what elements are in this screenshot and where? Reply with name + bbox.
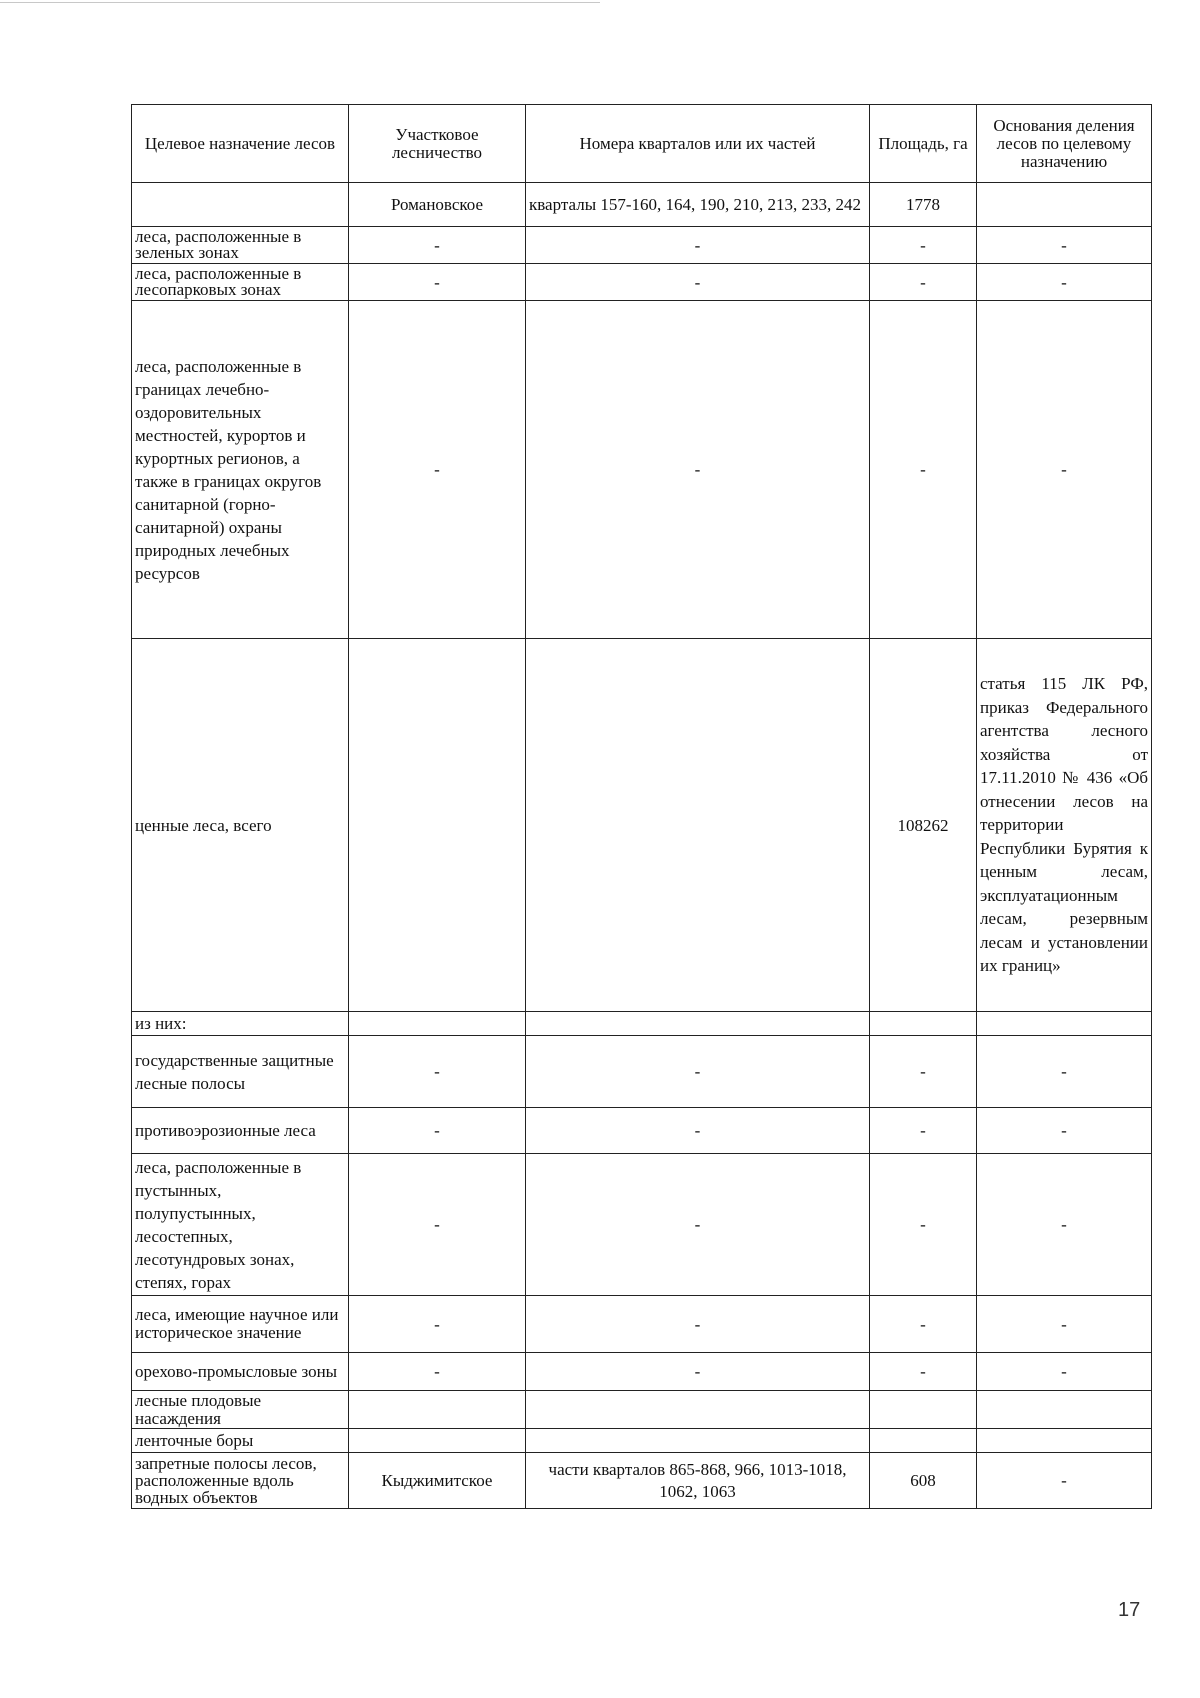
cell-purpose: леса, имеющие научное или историческое значение [132, 1296, 349, 1353]
cell-forestry: - [349, 1154, 526, 1296]
table-row [132, 264, 1152, 301]
cell-purpose: запретные полосы лесов, расположенные вдоль водных объектов [132, 1453, 349, 1509]
cell-basis [977, 1391, 1152, 1429]
cell-area: - [870, 227, 977, 264]
scan-edge-line [0, 2, 600, 3]
cell-quarters: - [526, 1154, 870, 1296]
cell-forestry: - [349, 301, 526, 639]
cell-forestry: Романовское [349, 183, 526, 227]
cell-purpose: лесные плодовые насаждения [132, 1391, 349, 1429]
cell-quarters [526, 1012, 870, 1036]
cell-quarters: - [526, 227, 870, 264]
cell-basis: - [977, 1154, 1152, 1296]
cell-area: 1778 [870, 183, 977, 227]
cell-forestry: - [349, 1108, 526, 1154]
cell-quarters: - [526, 264, 870, 301]
table-row [132, 1391, 1152, 1429]
forest-purpose-table [131, 104, 1152, 1509]
cell-basis: - [977, 227, 1152, 264]
cell-quarters: - [526, 301, 870, 639]
cell-forestry [349, 1429, 526, 1453]
cell-purpose: леса, расположенные в лесопарковых зонах [132, 264, 349, 301]
cell-basis [977, 1012, 1152, 1036]
cell-quarters: части кварталов 865-868, 966, 1013-1018, 1062, 1063 [526, 1453, 870, 1509]
table-row [132, 639, 1152, 1012]
header-area: Площадь, га [870, 105, 977, 183]
cell-area: 108262 [870, 639, 977, 1012]
cell-purpose: государственные защитные лесные полосы [132, 1036, 349, 1108]
cell-forestry [349, 1012, 526, 1036]
table-row [132, 1154, 1152, 1296]
table-row [132, 301, 1152, 639]
cell-area: - [870, 264, 977, 301]
page-number: 17 [1118, 1599, 1141, 1621]
cell-area: - [870, 1296, 977, 1353]
header-forestry: Участковое лесничество [349, 105, 526, 183]
table-row [132, 1012, 1152, 1036]
table-row [132, 183, 1152, 227]
cell-purpose: леса, расположенные в зеленых зонах [132, 227, 349, 264]
cell-purpose: ценные леса, всего [132, 639, 349, 1012]
cell-area: - [870, 1353, 977, 1391]
cell-basis: - [977, 1296, 1152, 1353]
cell-area: 608 [870, 1453, 977, 1509]
cell-area [870, 1429, 977, 1453]
cell-purpose: из них: [132, 1012, 349, 1036]
header-quarters: Номера кварталов или их частей [526, 105, 870, 183]
cell-area: - [870, 301, 977, 639]
cell-basis: - [977, 1453, 1152, 1509]
cell-purpose: леса, расположенные в пустынных, полупустынных, лесостепных, лесотундровых зонах, степях, горах [132, 1154, 349, 1296]
cell-quarters: - [526, 1296, 870, 1353]
cell-quarters [526, 1429, 870, 1453]
cell-forestry [349, 1391, 526, 1429]
table-row [132, 1353, 1152, 1391]
cell-quarters: кварталы 157-160, 164, 190, 210, 213, 233, 242 [526, 183, 870, 227]
cell-purpose: противоэрозионные леса [132, 1108, 349, 1154]
cell-purpose: ленточные боры [132, 1429, 349, 1453]
cell-basis [977, 1429, 1152, 1453]
header-purpose: Целевое назначение лесов [132, 105, 349, 183]
cell-forestry: - [349, 227, 526, 264]
cell-purpose: леса, расположенные в границах лечебно-оздоровительных местностей, курортов и курортных регионов, а также в границах округов санитарной (горно-санитарной) охраны природных лечебных ресурсов [132, 301, 349, 639]
cell-area: - [870, 1108, 977, 1154]
cell-forestry: - [349, 264, 526, 301]
cell-area [870, 1012, 977, 1036]
cell-basis: статья 115 ЛК РФ, приказ Федерального агентства лесного хозяйства от 17.11.2010 № 436 «Об отнесении лесов на территории Республики Бурятия к ценным лесам, эксплуатационным лесам, резервным лесам и установлении их границ» [977, 639, 1152, 1012]
table-row [132, 227, 1152, 264]
cell-area: - [870, 1154, 977, 1296]
cell-basis: - [977, 1353, 1152, 1391]
table-header-row [132, 105, 1152, 183]
cell-quarters: - [526, 1036, 870, 1108]
cell-basis [977, 183, 1152, 227]
cell-basis: - [977, 1036, 1152, 1108]
header-basis: Основания деления лесов по целевому назначению [977, 105, 1152, 183]
cell-area: - [870, 1036, 977, 1108]
cell-forestry: - [349, 1353, 526, 1391]
table-row [132, 1036, 1152, 1108]
table-row [132, 1108, 1152, 1154]
cell-basis: - [977, 264, 1152, 301]
cell-forestry: Кыджимитское [349, 1453, 526, 1509]
cell-quarters: - [526, 1353, 870, 1391]
cell-purpose: орехово-промысловые зоны [132, 1353, 349, 1391]
cell-basis: - [977, 301, 1152, 639]
table-row [132, 1453, 1152, 1509]
cell-forestry [349, 639, 526, 1012]
cell-purpose [132, 183, 349, 227]
cell-quarters: - [526, 1108, 870, 1154]
cell-forestry: - [349, 1296, 526, 1353]
cell-quarters [526, 1391, 870, 1429]
cell-quarters [526, 639, 870, 1012]
cell-basis: - [977, 1108, 1152, 1154]
table-row [132, 1429, 1152, 1453]
cell-forestry: - [349, 1036, 526, 1108]
cell-area [870, 1391, 977, 1429]
table-row [132, 1296, 1152, 1353]
